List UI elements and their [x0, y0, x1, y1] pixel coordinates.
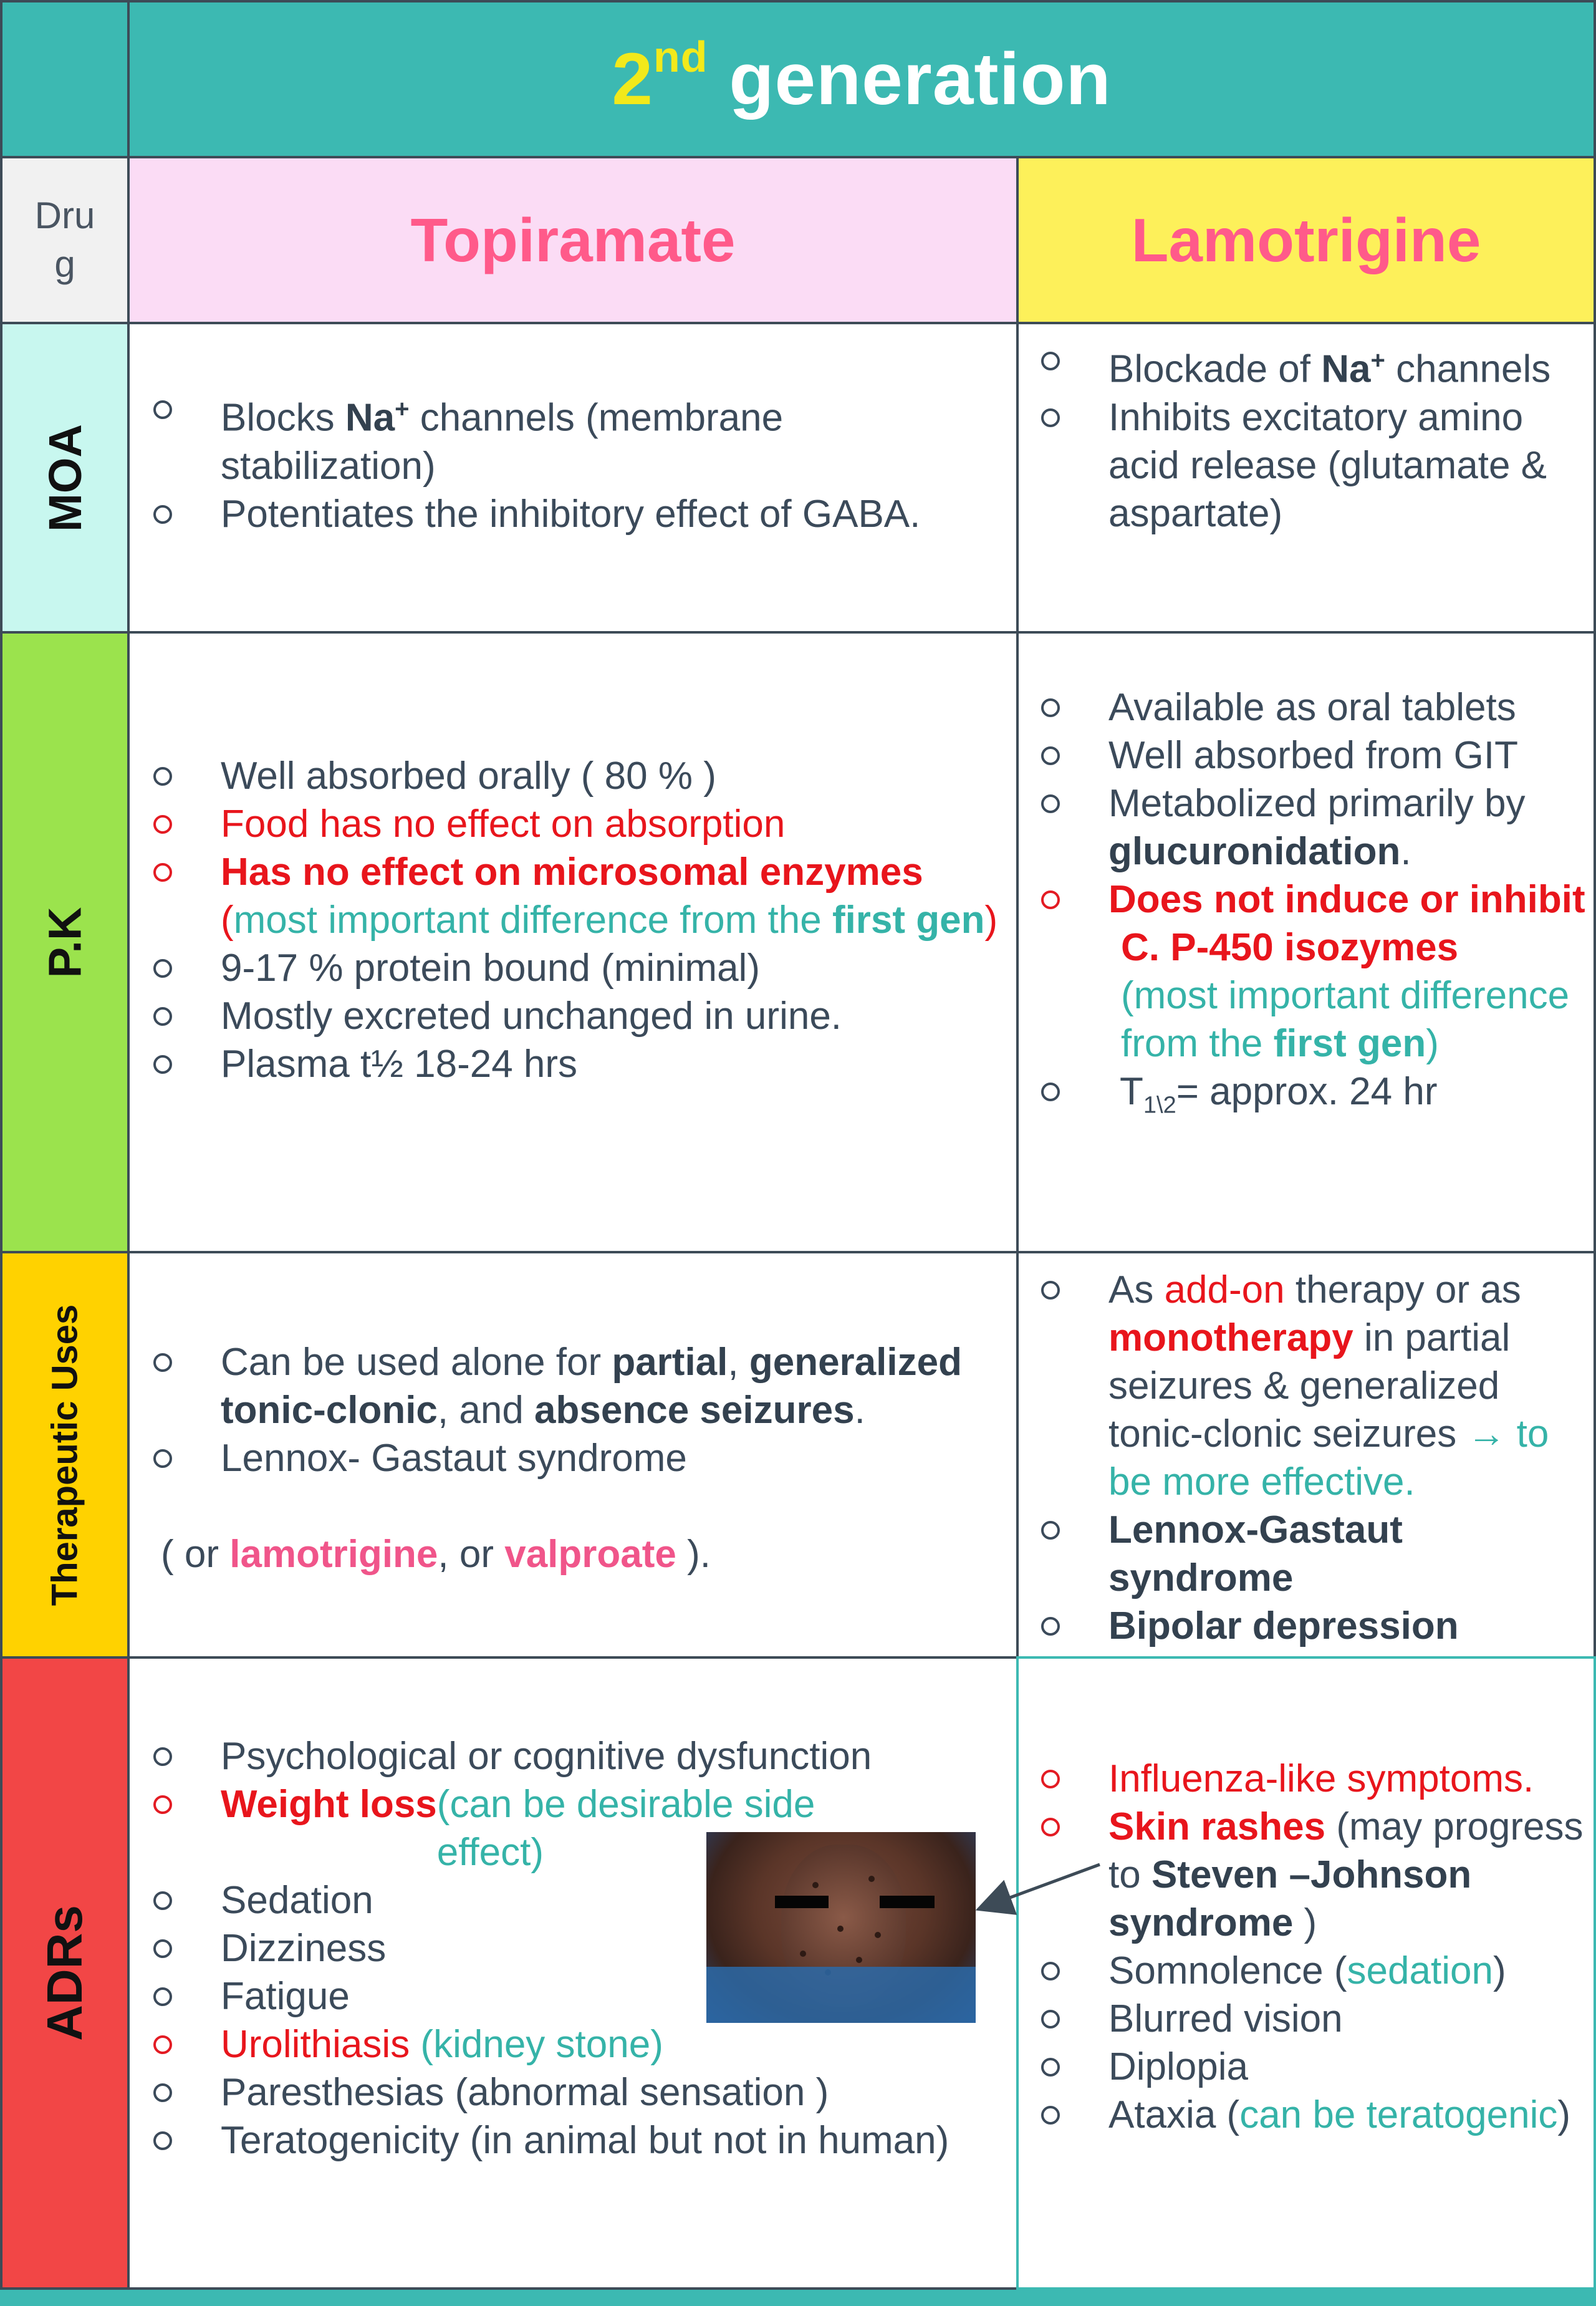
list-item: Psychological or cognitive dysfunction [153, 1732, 1001, 1780]
list-item: Teratogenicity (in animal but not in human) [153, 2116, 1001, 2164]
list-item: Metabolized primarily by glucuronidation. [1041, 779, 1590, 876]
list-item: Sedation [153, 1876, 1001, 1924]
list-item: 9-17 % protein bound (minimal) [153, 944, 1014, 992]
list-item: Potentiates the inhibitory effect of GABA. [153, 490, 989, 538]
row-label-pk: P.K [0, 631, 130, 1253]
list-item: Available as oral tablets [1041, 683, 1590, 731]
list-item: Mostly excreted unchanged in urine. [153, 992, 1014, 1040]
row-label-moa: MOA [0, 322, 130, 634]
list-item: Lennox-Gastaut syndrome [1041, 1506, 1590, 1602]
topiramate-uses-alternatives: ( or lamotrigine, or valproate ). [161, 1533, 711, 1576]
list-item: Bipolar depression [1041, 1602, 1590, 1650]
list-item: Can be used alone for partial, generalized tonic-clonic, and absence seizures. [153, 1338, 989, 1434]
list-item: Paresthesias (abnormal sensation ) [153, 2068, 1001, 2116]
list-item: Food has no effect on absorption [153, 800, 1014, 848]
list-item: Dizziness [153, 1924, 1001, 1972]
list-item: Plasma t½ 18-24 hrs [153, 1040, 1014, 1088]
list-item: Diplopia [1041, 2043, 1590, 2091]
list-item: $T_{1\backslash 2}=$ approx. 24 hr [1041, 1068, 1590, 1129]
list-item: Does not induce or inhibit C. P-450 isozymes (most important difference from the first gen) [1041, 876, 1590, 1068]
list-item: Well absorbed orally ( 80 % ) [153, 752, 1014, 800]
list-item: Skin rashes (may progress to Steven –Johnson syndrome ) [1041, 1803, 1590, 1947]
list-item: As add-on therapy or as monotherapy in partial seizures & generalized tonic-clonic seizures → to be more effective. [1041, 1266, 1590, 1506]
bottom-accent-bar [0, 2290, 1596, 2306]
list-item: Urolithiasis (kidney stone) [153, 2020, 1001, 2068]
list-item: Influenza-like symptoms. [1041, 1755, 1590, 1803]
list-item: Inhibits excitatory amino acid release (glutamate & aspartate) [1041, 393, 1584, 538]
list-item: Blurred vision [1041, 1995, 1590, 2043]
list-item: Ataxia (can be teratogenic) [1041, 2091, 1590, 2139]
list-item: Lennox- Gastaut syndrome [153, 1434, 989, 1482]
row-label-therapeutic-uses: Therapeutic Uses [0, 1251, 130, 1659]
row-label-adrs: ADRs [0, 1656, 130, 2290]
list-item: Fatigue [153, 1972, 1001, 2020]
list-item: Well absorbed from GIT [1041, 731, 1590, 779]
list-item: Somnolence (sedation) [1041, 1947, 1590, 1995]
list-item: Blocks Na+ channels (membrane stabilization) [153, 385, 989, 490]
list-item: Has no effect on microsomal enzymes (most important difference from the first gen) [153, 848, 1014, 944]
list-item: Blockade of Na+ channels [1041, 337, 1584, 393]
drug-name-lamotrigine: Lamotrigine [1016, 156, 1596, 324]
generation-title: 2nd generation [612, 32, 1112, 120]
list-item: Weight loss(can be desirable side effect) [153, 1780, 1001, 1876]
drug-name-topiramate: Topiramate [127, 156, 1019, 324]
drug-label-cell: Dru g [0, 156, 130, 324]
